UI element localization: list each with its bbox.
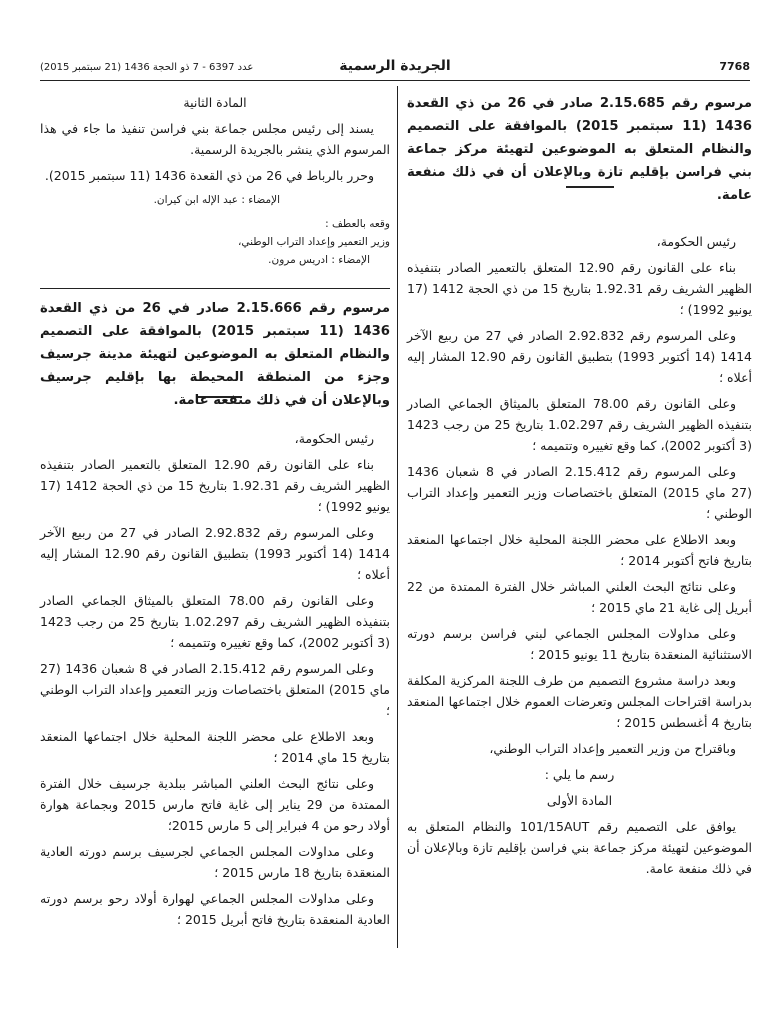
preamble-paragraph: وعلى نتائج البحث العلني المباشر خلال الفترة الممتدة من 22 أبريل إلى غاية 21 ماي 2015 ؛ [407, 579, 752, 615]
left-column-top [40, 92, 390, 269]
decree-title: مرسوم رقم 2.15.685 صادر في 26 من ذي القعدة 1436 (11 سبتمبر 2015) بالموافقة على التصميم والنظام المتعلق به الموضوعين لتهيئة مركز جماعة بني فراسن بإقليم تازة وبالإعلان أن في ذلك منفعة عامة. [407, 96, 752, 203]
preamble-paragraph: وبعد الاطلاع على محضر اللجنة المحلية خلال اجتماعها المنعقد بتاريخ 15 ماي 2014 ؛ [40, 729, 390, 765]
issue-info: عدد 6397 - 7 ذو الحجة 1436 (21 سبتمبر 2015) [40, 62, 254, 73]
article-heading: المادة الأولى [546, 793, 613, 808]
preamble-paragraph: وباقتراح من وزير التعمير وإعداد التراب الوطني، [489, 741, 736, 756]
left-column-bottom [40, 297, 390, 935]
preamble-paragraph: بناء على القانون رقم 12.90 المتعلق بالتعمير الصادر بتنفيذه الظهير الشريف رقم 1.92.31 بتاريخ 15 من ذي الحجة 1412 (17 يونيو 1992) ؛ [40, 457, 390, 514]
decree-intro: رسم ما يلي : [544, 767, 615, 782]
preamble-paragraph: وعلى المرسوم رقم 2.15.412 الصادر في 8 شعبان 1436 (27 ماي 2015) المتعلق باختصاصات وزير التعمير وإعداد التراب الوطني ؛ [40, 661, 390, 718]
article-text: يوافق على التصميم رقم 101/15AUT والنظام المتعلق به الموضوعين لتهيئة مركز جماعة بني فراسن بإقليم تازة وبالإعلان أن في ذلك منفعة عامة. [407, 819, 752, 876]
signature-minister: الإمضاء : ادريس مرون. [268, 254, 370, 266]
preamble-paragraph: وعلى المرسوم رقم 2.15.412 الصادر في 8 شعبان 1436 (27 ماي 2015) المتعلق باختصاصات وزير التعمير وإعداد التراب الوطني ؛ [407, 464, 752, 521]
preamble-paragraph: وعلى نتائج البحث العلني المباشر ببلدية جرسيف خلال الفترة الممتدة من 29 يناير إلى غاية فاتح مارس 2015 وبجماعة هوارة أولاد رحو من 4 فبراير إلى 5 مارس 2015؛ [40, 776, 390, 833]
preamble-paragraph: وعلى مداولات المجلس الجماعي لبني فراسن برسم دورته الاستثنائية المنعقدة بتاريخ 11 يونيو 2015 ؛ [407, 626, 752, 662]
preamble-paragraph: وعلى المرسوم رقم 2.92.832 الصادر في 27 من ربيع الآخر 1414 (14 أكتوبر 1993) بتطبيق القانون رقم 12.90 المشار إليه أعلاه ؛ [407, 328, 752, 385]
signature-prime-minister: الإمضاء : عبد الإله ابن كيران. [153, 194, 280, 206]
done-at: وحرر بالرباط في 26 من ذي القعدة 1436 (11 سبتمبر 2015). [44, 168, 374, 183]
preamble-paragraph: بناء على القانون رقم 12.90 المتعلق بالتعمير الصادر بتنفيذه الظهير الشريف رقم 1.92.31 بتاريخ 15 من ذي الحجة 1412 (17 يونيو 1992) ؛ [407, 260, 752, 317]
article-text: يسند إلى رئيس مجلس جماعة بني فراسن تنفيذ ما جاء في هذا المرسوم الذي ينشر بالجريدة الرسمية. [40, 121, 390, 157]
head-of-government: رئيس الحكومة، [656, 234, 736, 249]
preamble-paragraph: وعلى مداولات المجلس الجماعي لهوارة أولاد رحو برسم دورته العادية المنعقدة بتاريخ فاتح أبريل 2015 ؛ [40, 891, 390, 927]
page-header [40, 60, 750, 81]
head-of-government: رئيس الحكومة، [294, 431, 374, 446]
preamble-paragraph: وعلى المرسوم رقم 2.92.832 الصادر في 27 من ربيع الآخر 1414 (14 أكتوبر 1993) بتطبيق القانون رقم 12.90 المشار إليه أعلاه ؛ [40, 525, 390, 582]
preamble-paragraph: وعلى مداولات المجلس الجماعي لجرسيف برسم دورته العادية المنعقدة بتاريخ 18 مارس 2015 ؛ [40, 844, 390, 880]
countersigned-label: وقعه بالعطف : [325, 218, 390, 230]
preamble-paragraph: وعلى القانون رقم 78.00 المتعلق بالميثاق الجماعي الصادر بتنفيذه الظهير الشريف رقم 1.02.297 بتاريخ 25 من رجب 1423 (3 أكتوبر 2002)، كما وقع تغييره وتتميمه ؛ [407, 396, 753, 453]
section-divider [40, 288, 390, 289]
minister-title: وزير التعمير وإعداد التراب الوطني، [237, 236, 390, 248]
preamble-paragraph: وعلى القانون رقم 78.00 المتعلق بالميثاق الجماعي الصادر بتنفيذه الظهير الشريف رقم 1.02.297 بتاريخ 25 من رجب 1423 (3 أكتوبر 2002)، كما وقع تغييره وتتميمه ؛ [40, 593, 391, 650]
article-heading: المادة الثانية [183, 95, 247, 110]
preamble-paragraph: وبعد دراسة مشروع التصميم من طرف اللجنة المركزية المكلفة بدراسة اقتراحات المجلس وتعرضات العموم خلال اجتماعها المنعقد بتاريخ 4 أغسطس 2015 ؛ [407, 673, 752, 730]
page-number: 7768 [719, 60, 750, 73]
decree-title: مرسوم رقم 2.15.666 صادر في 26 من ذي القعدة 1436 (11 سبتمبر 2015) بالموافقة على التصميم والنظام المتعلق به الموضوعين لتهيئة مدينة جرسيف وجزء من المنطقة المحيطة بها بإقليم جرسيف وبالإعلان أن في ذلك منفعة عامة. [40, 301, 390, 408]
preamble-paragraph: وبعد الاطلاع على محضر اللجنة المحلية خلال اجتماعها المنعقد بتاريخ فاتح أكتوبر 2014 ؛ [407, 532, 752, 568]
column-divider [397, 86, 398, 948]
journal-title: الجريدة الرسمية [339, 58, 451, 74]
right-column [407, 92, 752, 884]
